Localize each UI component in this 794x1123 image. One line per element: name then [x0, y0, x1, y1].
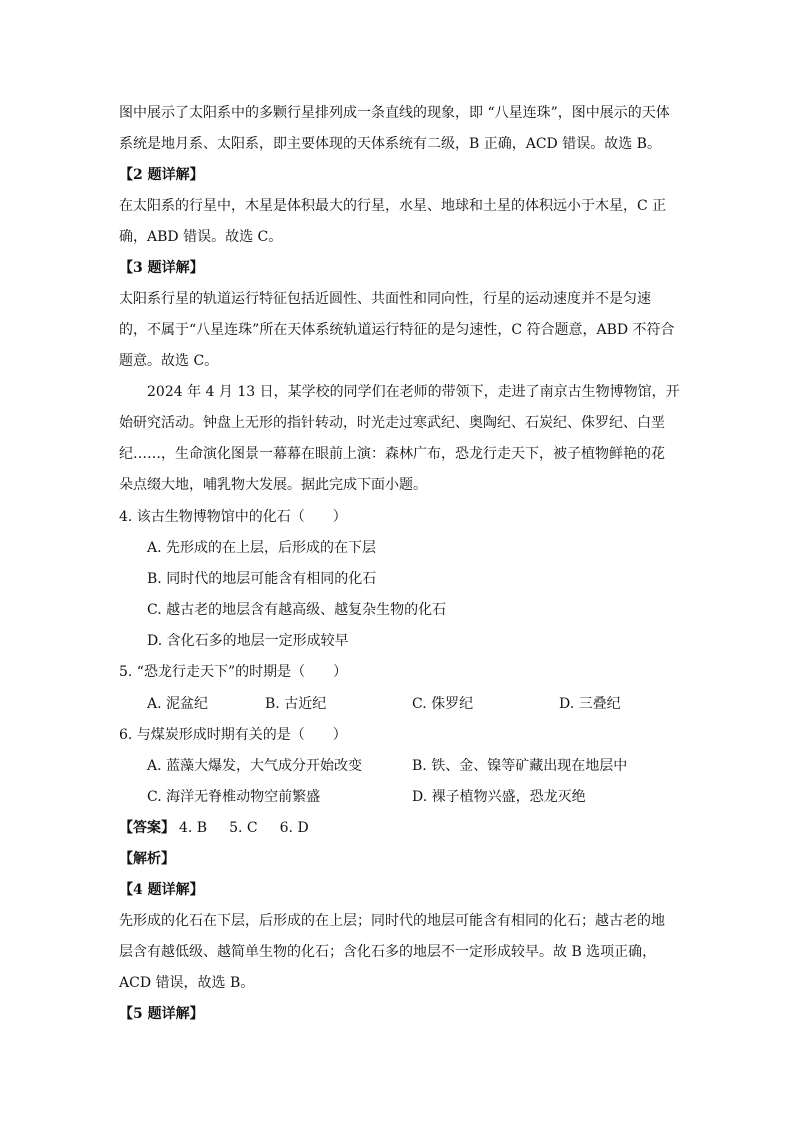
answer-item: 5. C	[229, 820, 258, 836]
question-stem: 6. 与煤炭形成时期有关的是（ ）	[119, 727, 347, 743]
intro-paragraph-line: 朵点缀大地，哺乳物大发展。据此完成下面小题。	[119, 477, 427, 493]
question-option: C. 侏罗纪	[412, 696, 474, 712]
section-heading: 【2 题详解】	[119, 167, 204, 183]
question-stem: 4. 该古生物博物馆中的化石（ ）	[119, 509, 347, 525]
paragraph-line: 太阳系行星的轨道运行特征包括近圆性、共面性和同向性，行星的运动速度并不是匀速	[119, 291, 651, 307]
question-option: D. 裸子植物兴盛，恐龙灭绝	[412, 789, 586, 805]
question-option: A. 蓝藻大爆发，大气成分开始改变	[147, 758, 363, 774]
answer-item: 4. B	[179, 820, 208, 836]
section-heading: 【4 题详解】	[119, 882, 204, 898]
paragraph-line: 图中展示了太阳系中的多颗行星排列成一条直线的现象，即 “八星连珠”，图中展示的天体	[119, 105, 670, 121]
paragraph-line: 层含有越低级、越简单生物的化石；含化石多的地层不一定形成较早。故 B 选项正确，	[119, 944, 657, 960]
paragraph-line: ACD 错误，故选 B。	[119, 975, 255, 991]
paragraph-line: 先形成的化石在下层，后形成的在上层；同时代的地层可能含有相同的化石；越古老的地	[119, 913, 665, 929]
section-heading: 【解析】	[119, 851, 175, 867]
question-option: B. 古近纪	[265, 696, 327, 712]
question-stem: 5. “恐龙行走天下”的时期是（ ）	[119, 664, 348, 680]
question-option: C. 海洋无脊椎动物空前繁盛	[147, 789, 321, 805]
question-option: D. 三叠纪	[559, 696, 621, 712]
intro-paragraph-line: 2024 年 4 月 13 日，某学校的同学们在老师的带领下，走进了南京古生物博物馆，开	[147, 384, 680, 400]
paragraph-line: 题意。故选 C。	[119, 353, 219, 369]
intro-paragraph-line: 纪……，生命演化图景一幕幕在眼前上演：森林广布，恐龙行走天下，被子植物鲜艳的花	[119, 446, 665, 462]
question-option: D. 含化石多的地层一定形成较早	[147, 633, 349, 649]
answer-item: 6. D	[279, 820, 309, 836]
answer-row	[119, 818, 679, 838]
question-option: B. 铁、金、镍等矿藏出现在地层中	[412, 758, 628, 774]
paragraph-line: 确，ABD 错误。故选 C。	[119, 229, 283, 245]
question-option: A. 先形成的在上层，后形成的在下层	[147, 540, 377, 556]
paragraph-line: 在太阳系的行星中，木星是体积最大的行星，水星、地球和土星的体积远小于木星，C 正	[119, 198, 667, 214]
answer-label: 【答案】	[119, 820, 175, 836]
section-heading: 【5 题详解】	[119, 1006, 204, 1022]
question-option: A. 泥盆纪	[147, 696, 209, 712]
question-option: B. 同时代的地层可能含有相同的化石	[147, 571, 377, 587]
question-option: C. 越古老的地层含有越高级、越复杂生物的化石	[147, 602, 447, 618]
section-heading: 【3 题详解】	[119, 260, 204, 276]
intro-paragraph-line: 始研究活动。钟盘上无形的指针转动，时光走过寒武纪、奥陶纪、石炭纪、侏罗纪、白垩	[119, 415, 665, 431]
paragraph-line: 的，不属于“八星连珠”所在天体系统轨道运行特征的是匀速性，C 符合题意，ABD 不符合	[119, 322, 675, 338]
paragraph-line: 系统是地月系、太阳系，即主要体现的天体系统有二级，B 正确，ACD 错误。故选 B。	[119, 136, 661, 152]
